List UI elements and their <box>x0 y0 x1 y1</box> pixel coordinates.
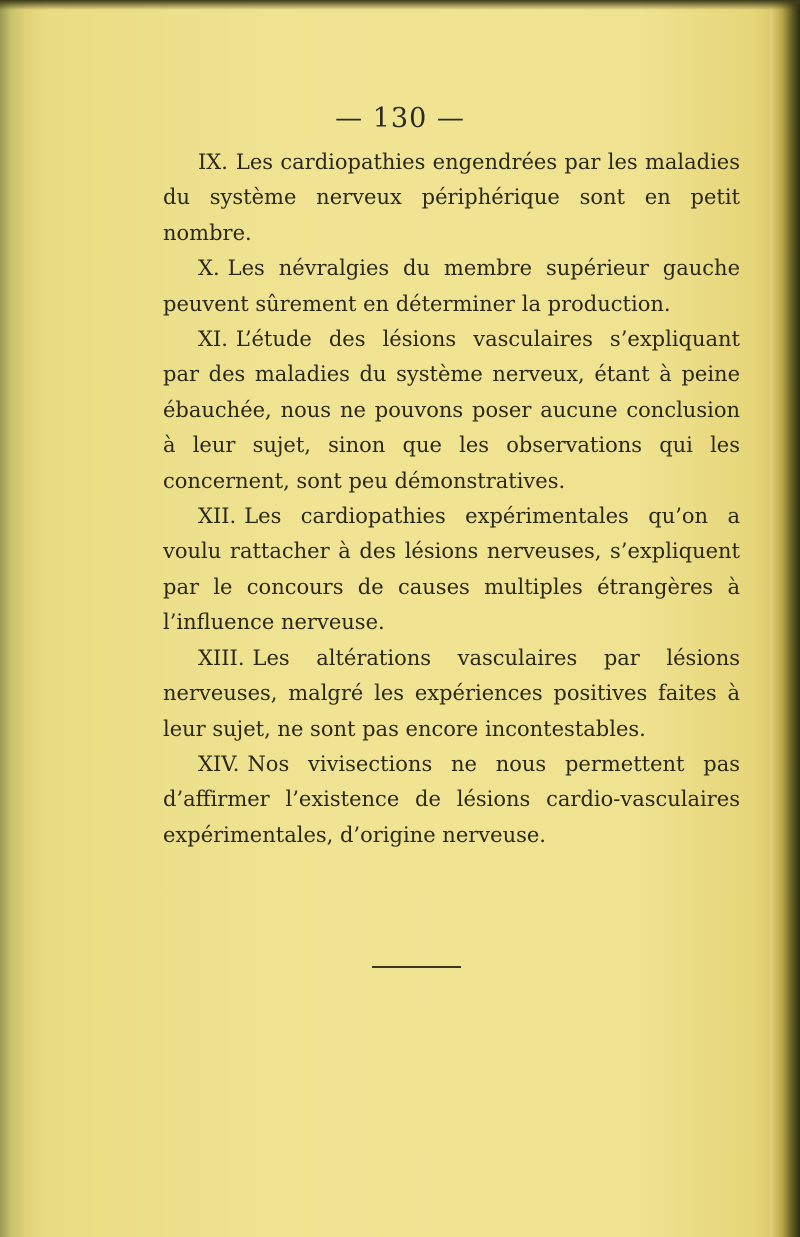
page-top-shadow <box>0 0 800 10</box>
paragraph-text: Les névralgies du membre supérieur gauche peuvent sûrement en déterminer la production. <box>163 256 740 316</box>
paragraph-xii <box>163 499 740 641</box>
page-number: — 130 — <box>335 103 465 134</box>
paragraph-text: Les cardiopathies engendrées par les maladies du système nerveux périphérique sont en petit nombre. <box>163 150 740 245</box>
paragraph-text: Nos vivisections ne nous permettent pas d’affirmer l’existence de lésions cardio-vasculaires expérimentales, d’origine nerveuse. <box>163 751 740 847</box>
paragraph-xi <box>163 322 740 499</box>
paragraph-x <box>163 251 740 322</box>
paragraph-text: Les altérations vasculaires par lésions nerveuses, malgré les expériences positives faites à leur sujet, ne sont pas encore incontestables. <box>163 645 740 741</box>
paragraph-numeral: XI. <box>198 327 228 352</box>
paragraph-xiii <box>163 641 740 747</box>
page-left-edge <box>0 0 24 1237</box>
paragraph-numeral: IX. <box>198 150 228 174</box>
end-rule <box>372 966 461 968</box>
paragraph-numeral: XIII. <box>198 645 245 670</box>
paragraph-ix <box>163 145 740 251</box>
paragraph-numeral: XII. <box>198 504 237 529</box>
paragraph-numeral: XIV. <box>198 751 240 776</box>
paragraph-text: Les cardiopathies expérimentales qu’on a voulu rattacher à des lésions nerveuses, s’expliquent par le concours de causes multiples étrangères à l’influence nerveuse. <box>163 504 740 635</box>
paragraph-text: L’étude des lésions vasculaires s’expliquant par des maladies du système nerveux, étant à peine ébauchée, nous ne pouvons poser aucune conclusion à leur sujet, sinon que les observations qui les concernent, sont peu démonstratives. <box>163 327 740 493</box>
paragraph-numeral: X. <box>198 256 220 281</box>
conclusions-text <box>163 145 740 853</box>
paragraph-xiv <box>163 747 740 853</box>
page-right-edge <box>770 0 800 1237</box>
